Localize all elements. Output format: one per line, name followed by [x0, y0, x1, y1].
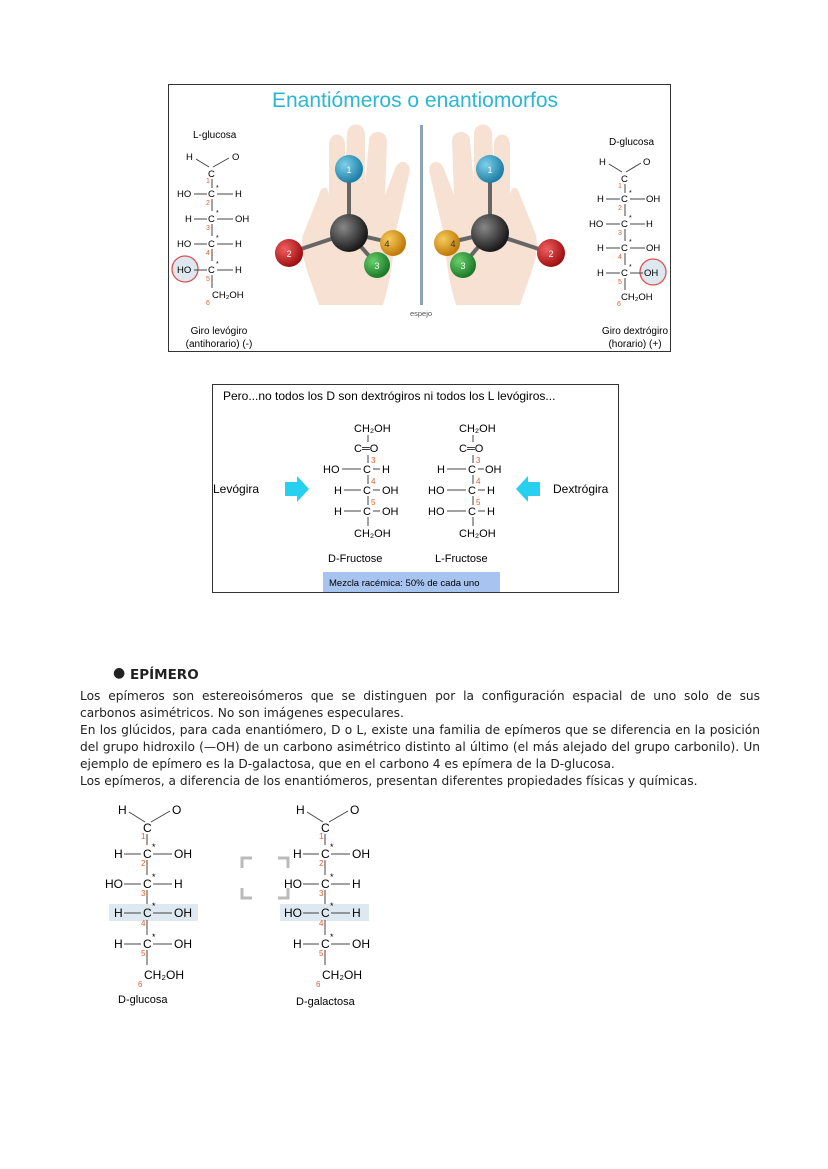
section-heading: EPÍMERO [130, 667, 199, 683]
svg-text:H: H [352, 877, 361, 891]
svg-text:H: H [235, 189, 242, 200]
svg-text:CH₂OH: CH₂OH [621, 292, 653, 303]
svg-text:H: H [646, 219, 653, 230]
svg-text:C: C [321, 877, 330, 891]
bracket-icon [242, 858, 288, 898]
svg-text:H: H [597, 194, 604, 205]
svg-text:C: C [321, 847, 330, 861]
paragraph-3: Los epímeros, a diferencia de los enantiómeros, presentan diferentes propiedades físicas y químicas. [80, 774, 698, 788]
enantiomers-figure [168, 84, 671, 352]
svg-text:H: H [334, 485, 342, 497]
epimers-figure [100, 800, 380, 1015]
svg-text:4: 4 [319, 919, 324, 928]
svg-text:C: C [363, 485, 371, 497]
svg-text:3: 3 [206, 225, 210, 232]
svg-text:H: H [235, 265, 242, 276]
svg-text:C: C [621, 268, 628, 279]
svg-text:H: H [352, 906, 361, 920]
d-glucose-chain [589, 157, 666, 308]
svg-text:H: H [334, 506, 342, 518]
svg-text:3: 3 [460, 261, 466, 271]
svg-text:OH: OH [174, 847, 192, 861]
paragraph-2: En los glúcidos, para cada enantiómero, D o L, existe una familia de epímeros que se diferencia en la posición del grupo hidroxilo (—OH) de un carbono asimétrico distinto al último (el más alejado del grupo carbonilo). Un ejemplo de epímero es la D-galactosa, que en el carbono 4 es epímera de la D-glucosa. [80, 723, 760, 771]
svg-text:CH₂OH: CH₂OH [354, 423, 391, 435]
svg-text:6: 6 [138, 980, 143, 989]
bullet-icon: ● [113, 665, 126, 681]
svg-text:OH: OH [174, 937, 192, 951]
svg-text:C: C [468, 485, 476, 497]
svg-text:3: 3 [319, 889, 324, 898]
svg-text:6: 6 [206, 300, 210, 307]
svg-text:CH₂OH: CH₂OH [144, 968, 184, 982]
svg-text:CH₂OH: CH₂OH [212, 290, 244, 301]
svg-text:*: * [152, 842, 156, 852]
svg-text:2: 2 [319, 859, 324, 868]
svg-text:1: 1 [141, 832, 146, 841]
svg-text:*: * [152, 872, 156, 882]
svg-text:C: C [363, 506, 371, 518]
right-rotation-line2: (horario) (+) [608, 339, 662, 350]
svg-text:1: 1 [487, 165, 493, 175]
svg-text:C: C [208, 189, 215, 200]
d-galactosa-name: D-galactosa [296, 996, 355, 1008]
svg-text:4: 4 [450, 239, 456, 249]
svg-text:HO: HO [284, 906, 302, 920]
svg-text:HO: HO [177, 265, 192, 276]
l-fructose-chain [428, 423, 502, 565]
svg-text:C: C [468, 464, 476, 476]
svg-text:C: C [208, 169, 215, 180]
svg-text:H: H [382, 464, 390, 476]
figure-title: Enantiómeros o enantiomorfos [272, 89, 558, 112]
svg-text:H: H [114, 906, 123, 920]
svg-text:3: 3 [374, 261, 380, 271]
svg-text:1: 1 [618, 183, 622, 190]
svg-text:H: H [235, 239, 242, 250]
svg-text:4: 4 [206, 250, 210, 257]
left-rotation-line1: Giro levógiro [190, 326, 248, 337]
svg-text:*: * [216, 261, 219, 268]
right-rotation-line1: Giro dextrógiro [601, 326, 669, 337]
svg-text:C: C [143, 937, 152, 951]
svg-text:C: C [143, 877, 152, 891]
paragraph-1: Los epímeros son estereoisómeros que se distinguen por la configuración espacial de uno solo de sus carbonos asimétricos. No son imágenes especulares. [80, 689, 760, 720]
svg-text:C: C [143, 847, 152, 861]
l-fructose-name: L-Fructose [435, 553, 488, 565]
levogira-label: Levógira [213, 482, 260, 496]
svg-text:6: 6 [316, 980, 321, 989]
svg-text:OH: OH [382, 485, 399, 497]
svg-text:C═O: C═O [459, 443, 484, 455]
svg-text:1: 1 [206, 178, 210, 185]
svg-text:CH₂OH: CH₂OH [322, 968, 362, 982]
svg-text:*: * [152, 932, 156, 942]
svg-text:C: C [321, 906, 330, 920]
svg-text:OH: OH [646, 194, 661, 205]
svg-text:4: 4 [476, 477, 481, 486]
svg-text:2: 2 [206, 200, 210, 207]
svg-text:CH₂OH: CH₂OH [459, 423, 496, 435]
svg-text:2: 2 [141, 859, 146, 868]
svg-text:OH: OH [352, 937, 370, 951]
svg-text:*: * [629, 215, 632, 222]
svg-text:*: * [629, 190, 632, 197]
left-hand-illustration [302, 125, 410, 306]
svg-text:4: 4 [371, 477, 376, 486]
svg-text:1: 1 [346, 165, 352, 175]
svg-text:OH: OH [485, 464, 502, 476]
racemic-label: Mezcla racémica: 50% de cada uno [329, 578, 480, 589]
svg-text:*: * [152, 901, 156, 911]
svg-text:H: H [293, 937, 302, 951]
l-glucose-chain [172, 152, 249, 307]
svg-text:OH: OH [352, 847, 370, 861]
svg-text:H: H [118, 803, 127, 817]
svg-text:H: H [599, 157, 606, 168]
svg-text:H: H [114, 937, 123, 951]
dextrogira-label: Dextrógira [553, 482, 609, 496]
left-arrow-icon [516, 476, 540, 502]
svg-text:H: H [296, 803, 305, 817]
svg-text:C: C [621, 174, 628, 185]
svg-text:OH: OH [382, 506, 399, 518]
svg-text:2: 2 [286, 249, 292, 259]
svg-text:H: H [487, 485, 495, 497]
svg-text:HO: HO [177, 239, 192, 250]
svg-text:O: O [643, 157, 651, 168]
svg-text:C: C [321, 937, 330, 951]
svg-text:5: 5 [476, 498, 481, 507]
svg-text:*: * [629, 239, 632, 246]
d-glucosa-chain [105, 803, 198, 1006]
svg-text:H: H [437, 464, 445, 476]
svg-text:*: * [216, 235, 219, 242]
svg-text:3: 3 [618, 230, 622, 237]
svg-text:HO: HO [105, 877, 123, 891]
svg-text:O: O [172, 803, 182, 817]
d-glucose-label: D-glucosa [609, 137, 655, 148]
svg-text:H: H [185, 214, 192, 225]
svg-text:HO: HO [284, 877, 302, 891]
svg-text:*: * [216, 185, 219, 192]
svg-text:*: * [629, 264, 632, 271]
svg-text:H: H [487, 506, 495, 518]
svg-text:C: C [621, 243, 628, 254]
svg-text:5: 5 [371, 498, 376, 507]
svg-text:HO: HO [428, 506, 445, 518]
svg-text:HO: HO [323, 464, 340, 476]
mirror-label: espejo [409, 309, 433, 318]
svg-text:OH: OH [646, 243, 661, 254]
svg-text:HO: HO [177, 189, 192, 200]
svg-text:CH₂OH: CH₂OH [354, 528, 391, 540]
svg-text:4: 4 [384, 239, 390, 249]
mirror-bar [420, 125, 423, 305]
svg-text:C═O: C═O [354, 443, 379, 455]
svg-text:2: 2 [618, 205, 622, 212]
svg-text:4: 4 [618, 254, 622, 261]
svg-text:H: H [114, 847, 123, 861]
svg-text:*: * [330, 842, 334, 852]
svg-text:H: H [186, 152, 193, 163]
svg-text:H: H [174, 877, 183, 891]
right-arrow-icon [285, 476, 309, 502]
svg-text:5: 5 [319, 949, 324, 958]
svg-text:3: 3 [371, 456, 376, 465]
svg-text:C: C [208, 214, 215, 225]
svg-text:C: C [321, 821, 330, 835]
d-glucosa-name: D-glucosa [118, 994, 168, 1006]
svg-text:1: 1 [319, 832, 324, 841]
svg-text:2: 2 [548, 249, 554, 259]
svg-text:C: C [363, 464, 371, 476]
svg-text:*: * [330, 901, 334, 911]
svg-text:H: H [597, 268, 604, 279]
svg-text:C: C [208, 265, 215, 276]
right-hand-illustration [429, 125, 537, 306]
svg-text:CH₂OH: CH₂OH [459, 528, 496, 540]
svg-text:*: * [216, 210, 219, 217]
svg-text:OH: OH [235, 214, 250, 225]
svg-text:HO: HO [428, 485, 445, 497]
svg-text:C: C [621, 194, 628, 205]
svg-text:*: * [330, 932, 334, 942]
svg-text:O: O [232, 152, 240, 163]
svg-text:6: 6 [617, 301, 621, 308]
svg-text:*: * [330, 872, 334, 882]
svg-text:5: 5 [141, 949, 146, 958]
svg-text:C: C [621, 219, 628, 230]
svg-text:O: O [350, 803, 360, 817]
svg-text:C: C [143, 821, 152, 835]
svg-text:H: H [597, 243, 604, 254]
d-fructose-name: D-Fructose [328, 553, 383, 565]
svg-text:5: 5 [618, 279, 622, 286]
svg-text:4: 4 [141, 919, 146, 928]
svg-text:C: C [468, 506, 476, 518]
l-glucose-label: L-glucosa [193, 130, 237, 141]
d-galactosa-chain [280, 803, 370, 1008]
left-rotation-line2: (antihorario) (-) [185, 339, 253, 350]
svg-text:3: 3 [141, 889, 146, 898]
fructose-heading: Pero...no todos los D son dextrógiros ni todos los L levógiros... [223, 389, 556, 403]
svg-text:C: C [208, 239, 215, 250]
svg-text:H: H [293, 847, 302, 861]
svg-text:C: C [143, 906, 152, 920]
svg-text:OH: OH [174, 906, 192, 920]
svg-text:5: 5 [206, 276, 210, 283]
d-fructose-chain [323, 423, 399, 565]
svg-text:OH: OH [644, 268, 659, 279]
svg-text:3: 3 [476, 456, 481, 465]
svg-text:HO: HO [589, 219, 604, 230]
fructose-figure [212, 384, 619, 593]
